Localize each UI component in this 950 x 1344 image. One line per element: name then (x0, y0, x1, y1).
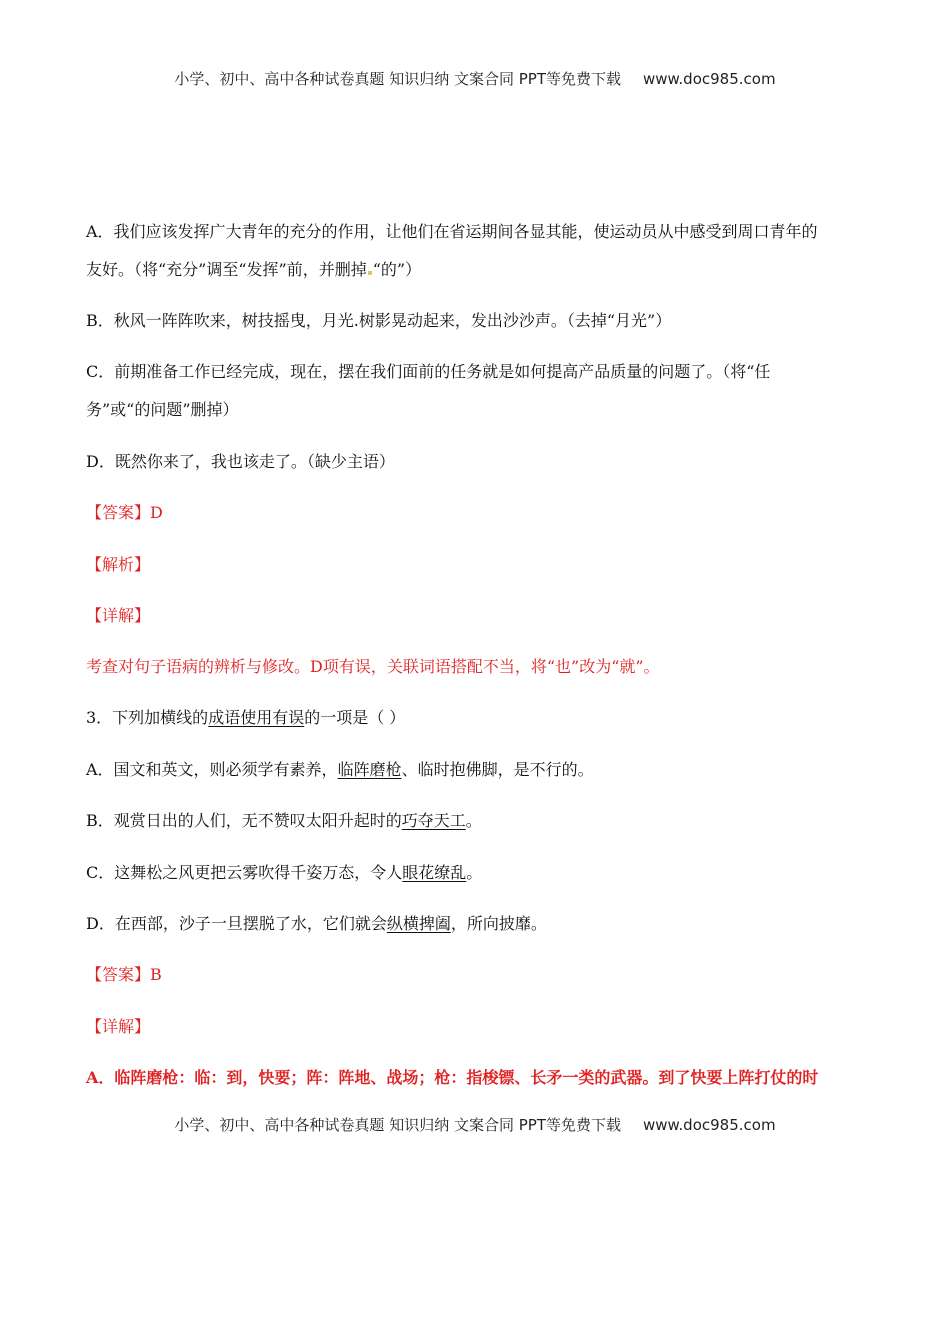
banner-text: 小学、初中、高中各种试卷真题 知识归纳 文案合同 PPT等免费下载 (174, 70, 621, 88)
q2-answer (86, 503, 163, 523)
q3-stem-underlined: 成语使用有误 (208, 708, 305, 727)
q2-option-d: D．既然你来了，我也该走了。（缺少主语） (86, 452, 395, 471)
answer-value: D (150, 503, 163, 522)
q2-option-a-line2: 友好。（将“充分”调至“发挥”前，并删掉 “的”） (86, 260, 422, 279)
q2-detail-label: 【详解】 (86, 606, 151, 625)
idiom-b: 巧夺天工 (401, 811, 466, 830)
q3-option-b: B．观赏日出的人们，无不赞叹太阳升起时的巧夺天工。 (86, 811, 482, 830)
q2-option-b: B．秋风一阵阵吹来，树技摇曳，月光.树影晃动起来，发出沙沙声。（去掉“月光”） (86, 311, 672, 330)
highlight-mark-icon (368, 271, 372, 275)
q3-option-c: C．这舞松之风更把云雾吹得千姿万态，令人眼花缭乱。 (86, 863, 483, 882)
answer-value: B (150, 965, 162, 984)
idiom-d: 纵横捭阖 (386, 914, 451, 933)
q3-stem: 3．下列加横线的成语使用有误的一项是（ ） (86, 708, 406, 727)
q2-detail-text: 考查对句子语病的辨析与修改。D项有误，关联词语搭配不当，将“也”改为“就”。 (86, 657, 660, 676)
banner-text: 小学、初中、高中各种试卷真题 知识归纳 文案合同 PPT等免费下载 (174, 1116, 621, 1134)
header-banner (0, 68, 950, 89)
footer-banner (0, 1114, 950, 1135)
q2-analysis-label: 【解析】 (86, 555, 151, 574)
q3-detail-text: A．临阵磨枪：临：到，快要；阵：阵地、战场；枪：指梭镖、长矛一类的武器。到了快要上阵打仗的时 (86, 1068, 819, 1087)
idiom-c: 眼花缭乱 (402, 863, 467, 882)
q2-option-c-line1: C．前期准备工作已经完成，现在，摆在我们面前的任务就是如何提高产品质量的问题了。（将“任 (86, 362, 771, 381)
answer-label: 【答案】 (86, 503, 151, 522)
q3-detail-label: 【详解】 (86, 1017, 151, 1036)
answer-label: 【答案】 (86, 965, 151, 984)
q2-option-c-line2: 务”或“的问题”删掉） (86, 400, 239, 419)
banner-url[interactable]: www.doc985.com (642, 70, 776, 88)
q3-option-a: A．国文和英文，则必须学有素养，临阵磨枪、临时抱佛脚，是不行的。 (86, 760, 594, 779)
q3-option-d: D．在西部，沙子一旦摆脱了水，它们就会纵横捭阖，所向披靡。 (86, 914, 547, 933)
banner-url[interactable]: www.doc985.com (642, 1116, 776, 1134)
q3-answer (86, 965, 162, 985)
q2-option-a-line1: A．我们应该发挥广大青年的充分的作用，让他们在省运期间各显其能，使运动员从中感受到周口青年的 (86, 222, 818, 241)
idiom-a: 临阵磨枪 (337, 760, 402, 779)
